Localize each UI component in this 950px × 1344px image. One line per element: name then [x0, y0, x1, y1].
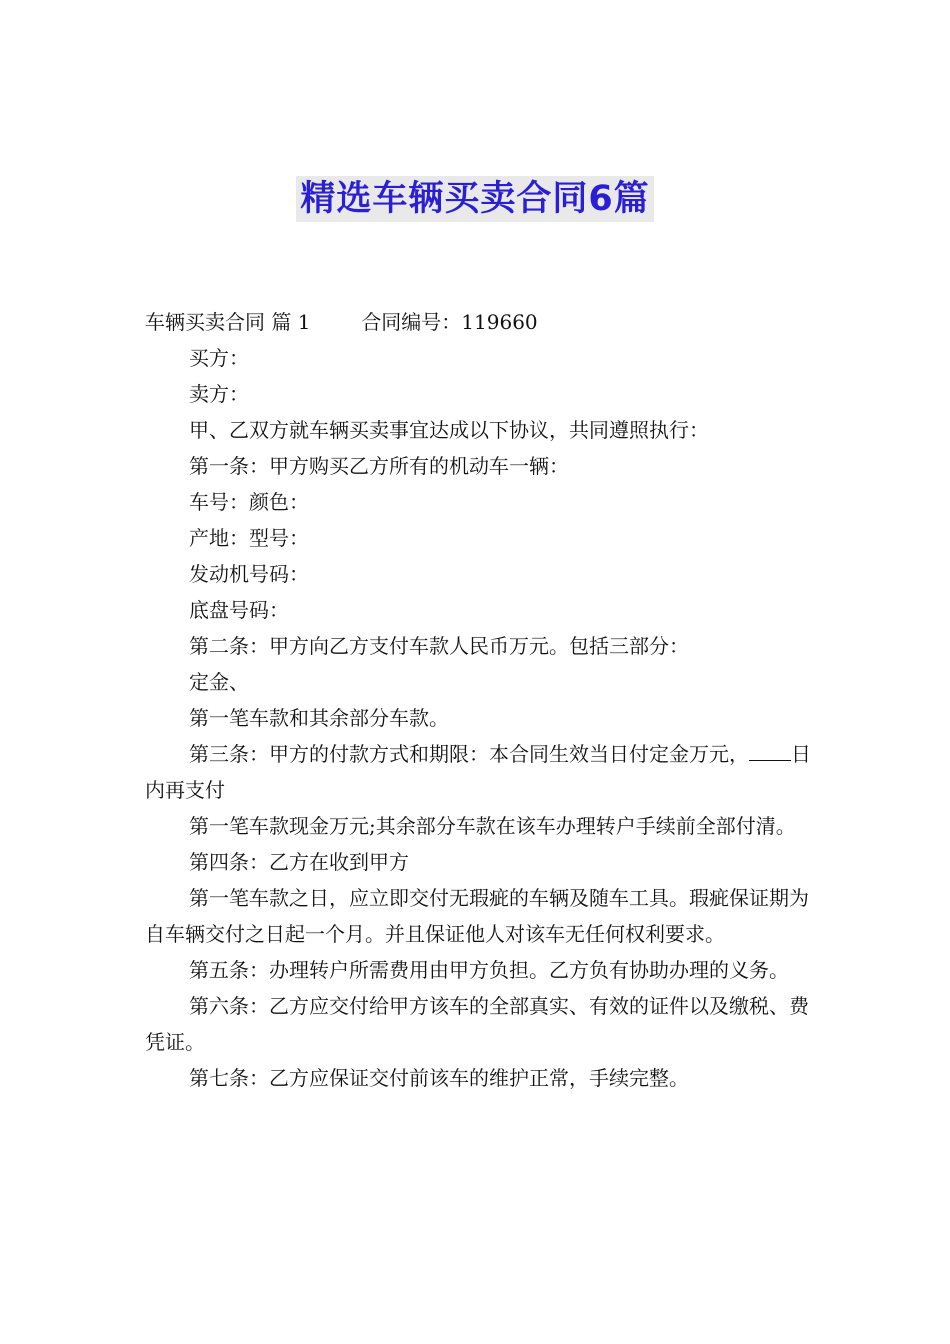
- document-body: [145, 304, 825, 1096]
- paragraph-chassis-no: 底盘号码：: [189, 598, 289, 622]
- paragraph-delivery: 第一笔车款之日，应立即交付无瑕疵的车辆及随车工具。瑕疵保证期为自车辆交付之日起一个月。并且保证他人对该车无任何权利要求。: [145, 886, 809, 946]
- article-3-text: 第三条：甲方的付款方式和期限：本合同生效当日付定金万元，: [189, 742, 749, 766]
- paragraph-article-4: 第四条：乙方在收到甲方: [189, 850, 409, 874]
- paragraph-article-2: 第二条：甲方向乙方支付车款人民币万元。包括三部分：: [189, 634, 689, 658]
- title-container: [0, 176, 950, 222]
- paragraph-first-payment: 第一笔车款现金万元;其余部分车款在该车办理转户手续前全部付清。: [189, 814, 796, 838]
- article-3-after-blank: 日内再支付: [145, 742, 811, 802]
- paragraph-origin-model: 产地：型号：: [189, 526, 309, 550]
- paragraph-deposit: 定金、: [189, 670, 249, 694]
- paragraph-buyer: 买方：: [189, 346, 249, 370]
- paragraph-engine-no: 发动机号码：: [189, 562, 309, 586]
- paragraph-article-3: [145, 736, 825, 808]
- paragraph-agreement: 甲、乙双方就车辆买卖事宜达成以下协议，共同遵照执行：: [189, 418, 709, 442]
- fill-in-blank: [749, 759, 791, 761]
- paragraph-article-6: 第六条：乙方应交付给甲方该车的全部真实、有效的证件以及缴税、费凭证。: [145, 994, 809, 1054]
- paragraph-article-1: 第一条：甲方购买乙方所有的机动车一辆：: [189, 454, 569, 478]
- document-title: 精选车辆买卖合同6篇: [296, 176, 653, 222]
- paragraph-payments: 第一笔车款和其余部分车款。: [189, 706, 449, 730]
- contract-number: 合同编号：119660: [361, 310, 538, 334]
- contract-label: 车辆买卖合同 篇 1: [145, 310, 311, 334]
- paragraph-plate-color: 车号：颜色：: [189, 490, 309, 514]
- contract-heading: [145, 304, 825, 340]
- paragraph-article-7: 第七条：乙方应保证交付前该车的维护正常，手续完整。: [189, 1066, 689, 1090]
- paragraph-seller: 卖方：: [189, 382, 249, 406]
- paragraph-article-5: 第五条：办理转户所需费用由甲方负担。乙方负有协助办理的义务。: [189, 958, 789, 982]
